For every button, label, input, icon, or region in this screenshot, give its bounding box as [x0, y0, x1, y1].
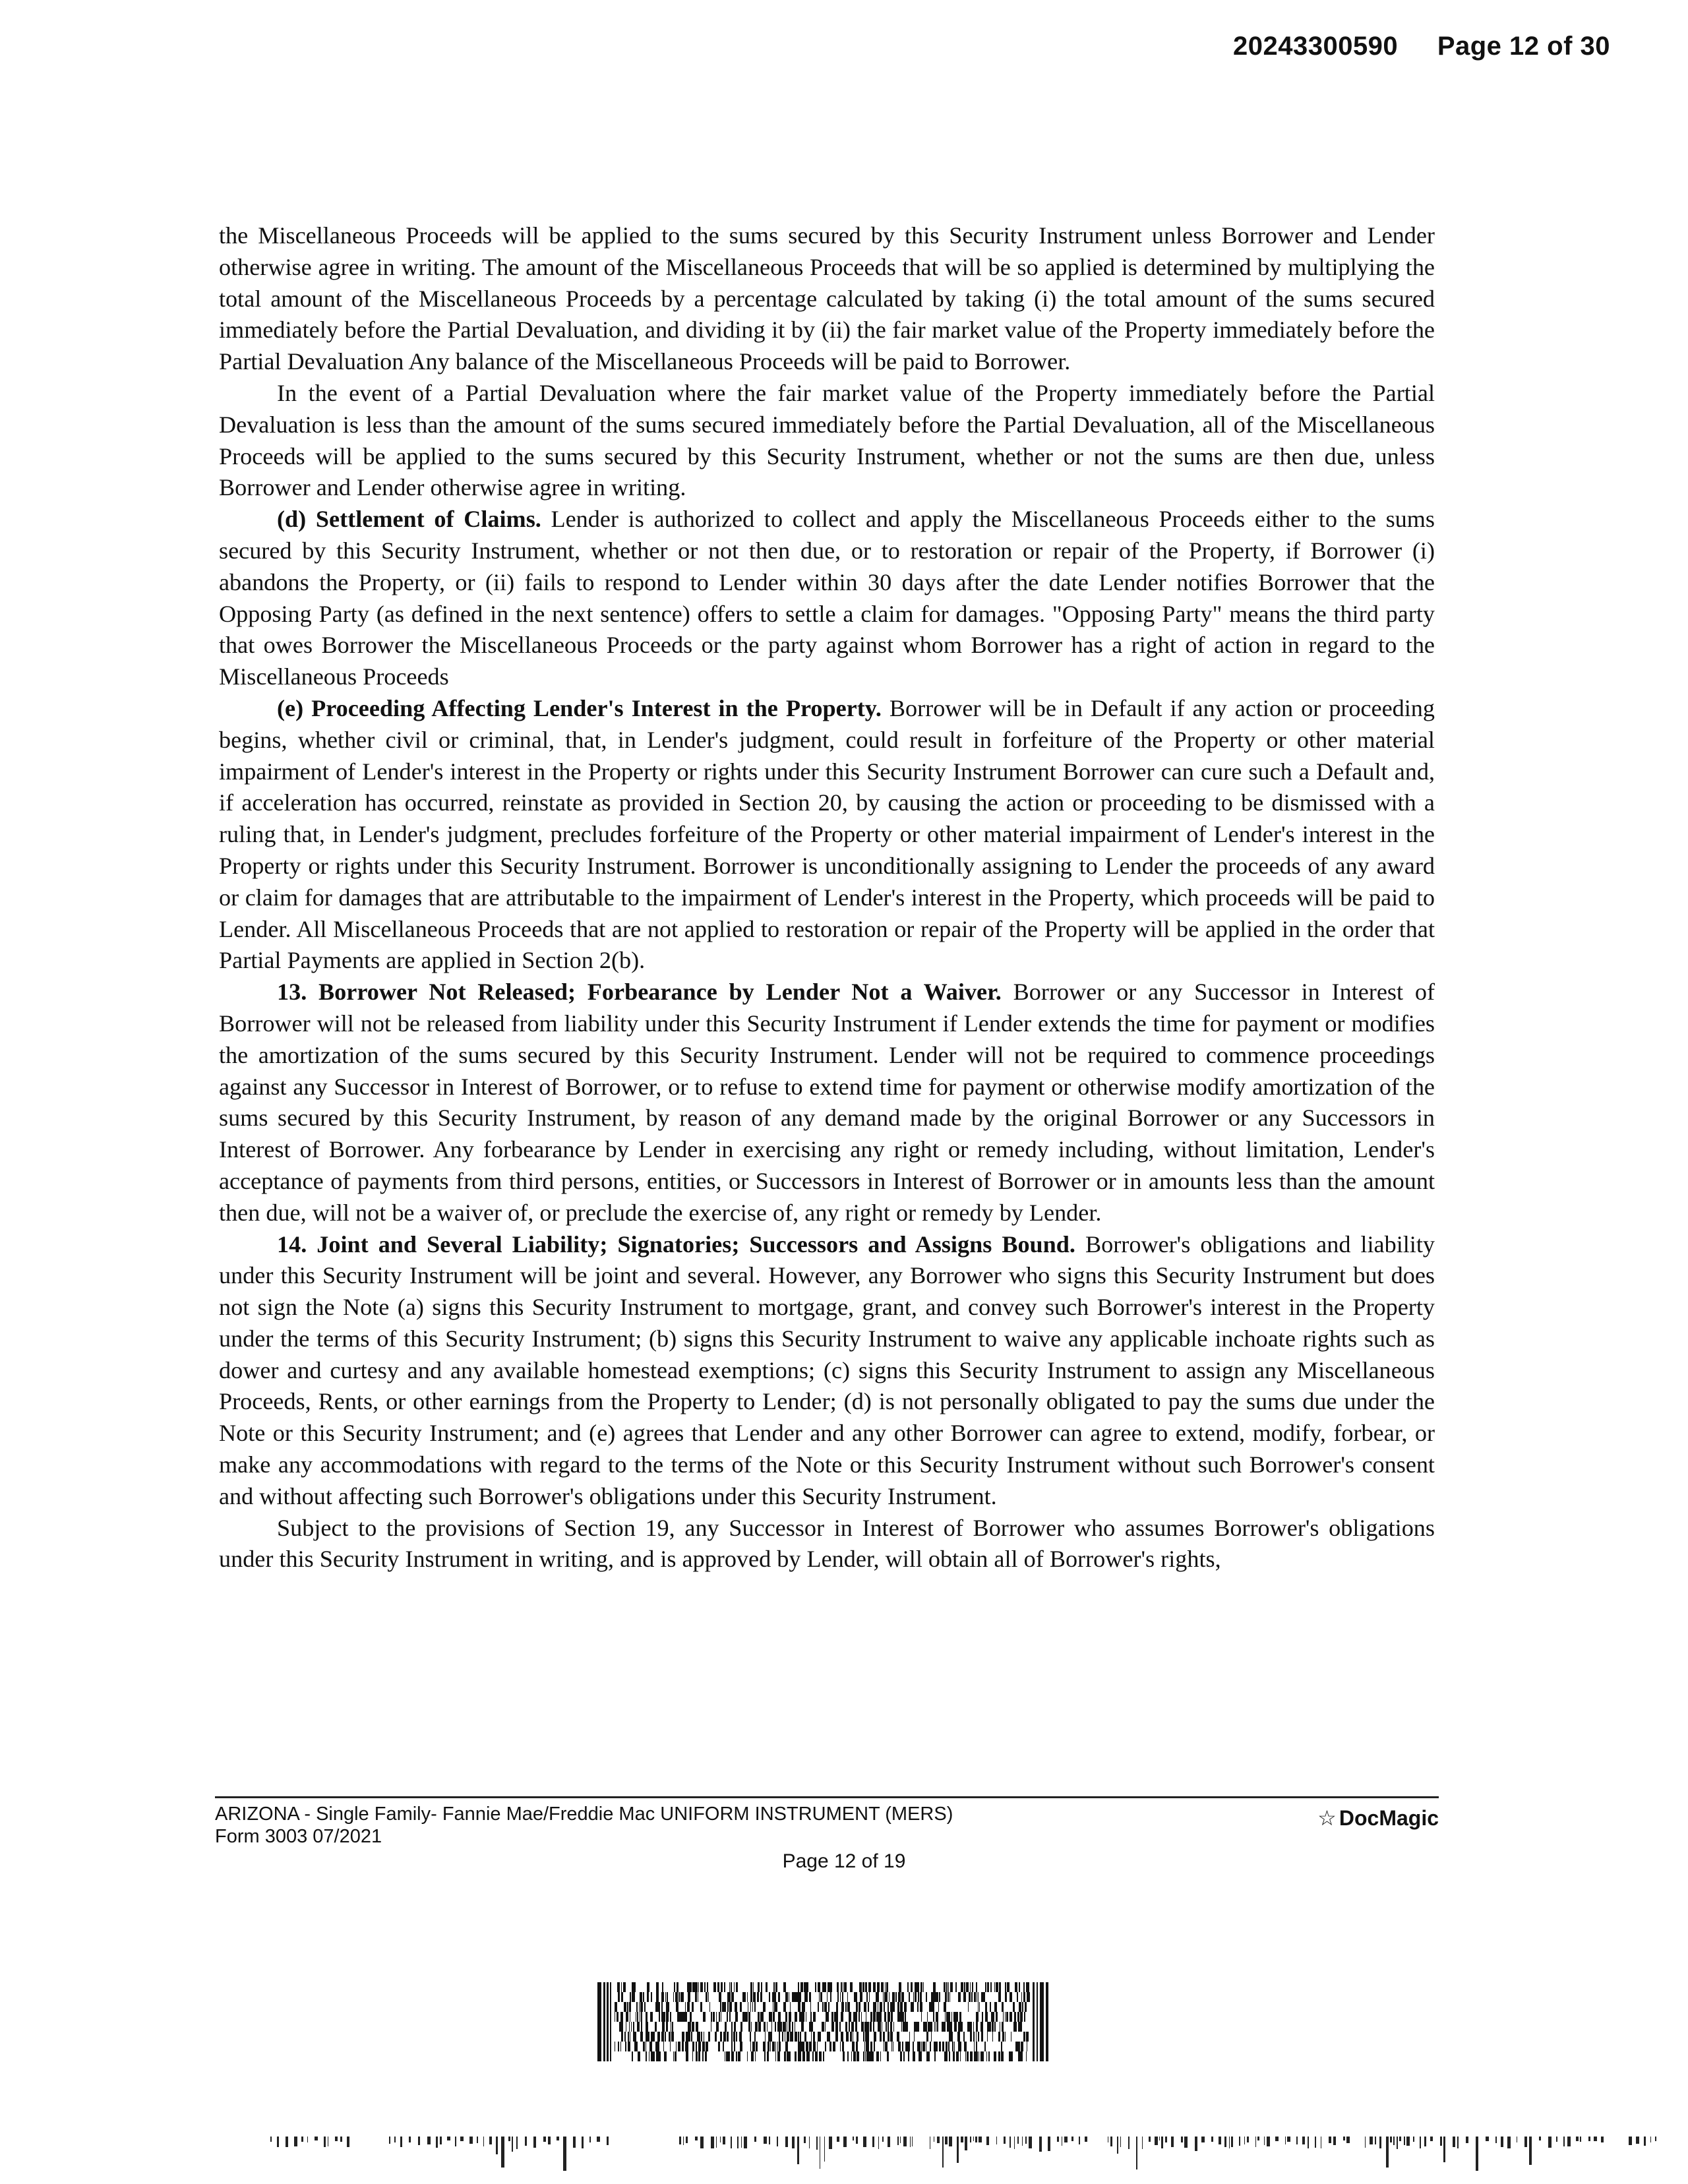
- body-paragraph: [219, 693, 1435, 977]
- paragraph-text: Lender is authorized to collect and apply the Miscellaneous Proceeds either to the sums secured by this Security Instrument, whether or not then due, or to restoration or repair of the Property, if Borrower (i) abandons the Property, or (ii) fails to respond to Lender within 30 days after the date Lender notifies Borrower that the Opposing Party (as defined in the next sentence) offers to settle a claim for damages. "Opposing Party" means the third party that owes Borrower the Miscellaneous Proceeds or the party against whom Borrower has a right of action in regard to the Miscellaneous Proceeds: [219, 506, 1435, 690]
- paragraph-heading: (e) Proceeding Affecting Lender's Interest in the Property.: [277, 694, 882, 721]
- star-icon: ☆: [1317, 1806, 1337, 1830]
- footer-divider: [215, 1796, 1439, 1798]
- document-number: 20243300590: [1232, 32, 1399, 61]
- form-number: Form 3003 07/2021: [215, 1826, 382, 1847]
- document-body: [219, 220, 1435, 1575]
- page-header: [1233, 32, 1610, 61]
- footer-page-number: Page 12 of 19: [782, 1850, 906, 1872]
- scan-edge-marks: [270, 2134, 1668, 2173]
- paragraph-heading: (d) Settlement of Claims.: [277, 506, 541, 533]
- paragraph-heading: 14. Joint and Several Liability; Signatories; Successors and Assigns Bound.: [277, 1230, 1075, 1258]
- brand-name: DocMagic: [1339, 1806, 1439, 1830]
- paragraph-text: In the event of a Partial Devaluation where the fair market value of the Property immediately before the Partial Devaluation is less than the amount of the sums secured immediately before the Partial Devaluation, all of the Miscellaneous Proceeds will be applied to the sums secured by this Security Instrument, whether or not the sums are then due, unless Borrower and Lender otherwise agree in writing.: [219, 379, 1435, 501]
- paragraph-text: Borrower's obligations and liability under this Security Instrument will be joint and several. However, any Borrower who signs this Security Instrument but does not sign the Note (a) signs this Security Instrument to mortgage, grant, and convey such Borrower's interest in the Property under the terms of this Security Instrument; (b) signs this Security Instrument to waive any applicable inchoate rights such as dower and curtesy and any available homestead exemptions; (c) signs this Security Instrument to assign any Miscellaneous Proceeds, Rents, or other earnings from the Property to Lender; (d) is not personally obligated to pay the sums due under the Note or this Security Instrument; and (e) agrees that Lender and any other Borrower can agree to extend, modify, forbear, or make any accommodations with regard to the terms of the Note or this Security Instrument without such Borrower's consent and without affecting such Borrower's obligations under this Security Instrument.: [219, 1230, 1435, 1509]
- header-page-label: Page 12 of 30: [1437, 32, 1610, 61]
- body-paragraph: [219, 977, 1435, 1228]
- form-identification: [215, 1803, 953, 1848]
- paragraph-text: the Miscellaneous Proceeds will be applied to the sums secured by this Security Instrument unless Borrower and Lender otherwise agree in writing. The amount of the Miscellaneous Proceeds that will be so applied is determined by multiplying the total amount of the Miscellaneous Proceeds by a percentage calculated by taking (i) the total amount of the sums secured immediately before the Partial Devaluation, and dividing it by (ii) the fair market value of the Property immediately before the Partial Devaluation Any balance of the Miscellaneous Proceeds will be paid to Borrower.: [219, 222, 1435, 375]
- paragraph-text: Subject to the provisions of Section 19, any Successor in Interest of Borrower who assumes Borrower's obligations under this Security Instrument in writing, and is approved by Lender, will obtain all of Borrower's rights,: [219, 1514, 1435, 1573]
- paragraph-text: Borrower will be in Default if any action or proceeding begins, whether civil or criminal, that, in Lender's judgment, could result in forfeiture of the Property or other material impairment of Lender's interest in the Property or rights under this Security Instrument Borrower can cure such a Default and, if acceleration has occurred, reinstate as provided in Section 20, by causing the action or proceeding to be dismissed with a ruling that, in Lender's judgment, precludes forfeiture of the Property or other material impairment of Lender's interest in the Property or rights under this Security Instrument. Borrower is unconditionally assigning to Lender the proceeds of any award or claim for damages that are attributable to the impairment of Lender's interest in the Property, which proceeds will be paid to Lender. All Miscellaneous Proceeds that are not applied to restoration or repair of the Property will be applied in the order that Partial Payments are applied in Section 2(b).: [219, 694, 1435, 974]
- paragraph-text: Borrower or any Successor in Interest of Borrower will not be released from liability under this Security Instrument if Lender extends the time for payment or modifies the amortization of the sums secured by this Security Instrument. Lender will not be required to commence proceedings against any Successor in Interest of Borrower, or to refuse to extend time for payment or otherwise modify amortization of the sums secured by this Security Instrument, by reason of any demand made by the original Borrower or any Successors in Interest of Borrower. Any forbearance by Lender in exercising any right or remedy including, without limitation, Lender's acceptance of payments from third persons, entities, or Successors in Interest of Borrower or in amounts less than the amount then due, will not be a waiver of, or preclude the exercise of, any right or remedy by Lender.: [219, 979, 1435, 1226]
- paragraph-heading: 13. Borrower Not Released; Forbearance by Lender Not a Waiver.: [277, 979, 1002, 1006]
- body-paragraph: [219, 1513, 1435, 1576]
- body-paragraph: [219, 220, 1435, 378]
- body-paragraph: [219, 504, 1435, 693]
- body-paragraph: [219, 1229, 1435, 1513]
- body-paragraph: [219, 378, 1435, 504]
- docmagic-logo: [1317, 1805, 1439, 1831]
- form-title: ARIZONA - Single Family- Fannie Mae/Freddie Mac UNIFORM INSTRUMENT (MERS): [215, 1804, 953, 1825]
- barcode: [597, 1982, 1048, 2061]
